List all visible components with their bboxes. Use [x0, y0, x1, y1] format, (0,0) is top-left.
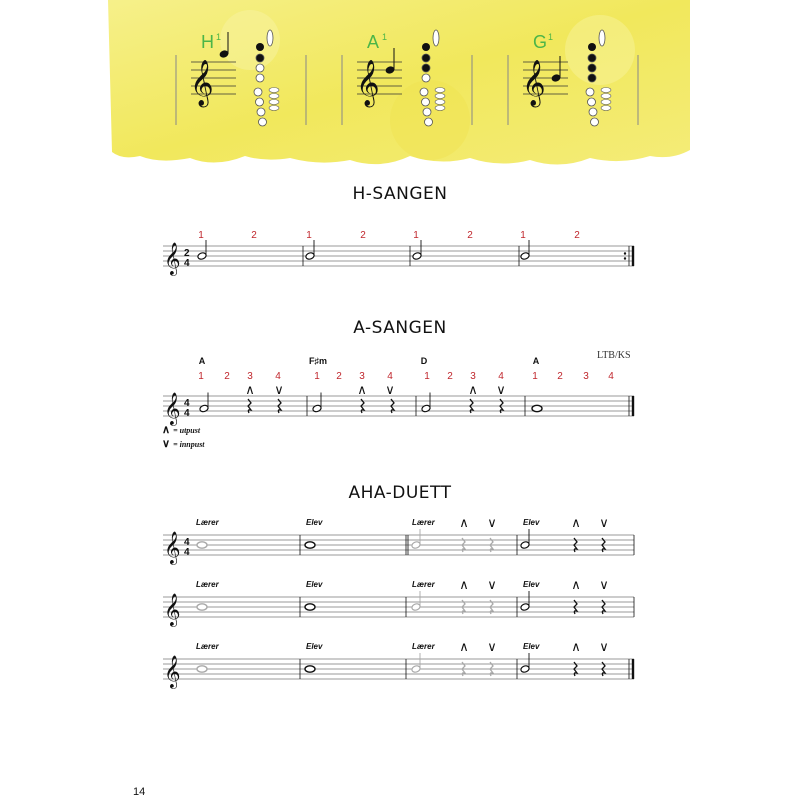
quarter-rest [602, 662, 605, 676]
beat-count: 4 [387, 371, 393, 382]
treble-clef: 𝄞 [356, 61, 380, 105]
finger-hole-icon [588, 98, 596, 106]
quarter-rest [278, 399, 281, 413]
half-note [305, 252, 315, 261]
time-signature-top: 4 [184, 537, 190, 548]
finger-hole-icon [420, 88, 428, 96]
time-signature-top: 4 [184, 398, 190, 409]
exhale-mark: ∧ [468, 382, 478, 397]
beat-count: 2 [336, 371, 342, 382]
half-note [199, 404, 209, 413]
half-note [520, 252, 530, 261]
finger-hole-icon [259, 118, 267, 126]
beat-count: 1 [198, 371, 204, 382]
title-a-sangen: A-SANGEN [353, 318, 447, 338]
quarter-rest [500, 399, 503, 413]
treble-clef: 𝄞 [164, 656, 181, 687]
title-aha-duett: AHA-DUETT [348, 483, 452, 503]
repeat-dot [624, 257, 626, 259]
beat-count: 2 [557, 371, 563, 382]
finger-hole-icon [588, 43, 596, 51]
time-signature-top: 2 [184, 248, 190, 259]
thumb-hole-icon [433, 30, 439, 46]
finger-hole-icon [256, 98, 264, 106]
inhale-mark: ∨ [487, 515, 497, 530]
beat-count: 2 [467, 230, 473, 241]
exhale-mark: ∧ [459, 577, 469, 592]
finger-hole-icon [257, 108, 265, 116]
inhale-mark: ∨ [599, 577, 609, 592]
quarter-rest [490, 662, 493, 676]
double-hole-icon [601, 100, 611, 105]
quarter-rest [602, 600, 605, 614]
finger-hole-icon [422, 64, 430, 72]
beat-count: 3 [470, 371, 476, 382]
staff-a-sangen [163, 356, 634, 426]
beat-count: 1 [424, 371, 430, 382]
beat-count: 2 [574, 230, 580, 241]
quarter-rest [574, 600, 577, 614]
beat-count: 1 [314, 371, 320, 382]
double-hole-icon [269, 100, 279, 105]
beat-count: 3 [247, 371, 253, 382]
whole-note [305, 542, 315, 548]
fingering-note-octave: 1 [382, 32, 388, 42]
utpust-symbol: ∧ [162, 424, 171, 436]
treble-clef: 𝄞 [164, 243, 181, 274]
finger-hole-icon [256, 74, 264, 82]
student-label: Elev [306, 518, 323, 527]
utpust-text: = utpust [173, 426, 201, 435]
inhale-mark: ∨ [487, 577, 497, 592]
chord-symbol: F♯m [309, 356, 327, 366]
quarter-rest [602, 538, 605, 552]
fingering-note-letter: H [201, 32, 214, 52]
finger-hole-icon [423, 108, 431, 116]
quarter-rest [490, 538, 493, 552]
finger-hole-icon [422, 43, 430, 51]
whole-note [305, 666, 315, 672]
student-label: Elev [306, 580, 323, 589]
finger-hole-icon [422, 74, 430, 82]
double-hole-icon [435, 94, 445, 99]
student-label: Elev [523, 580, 540, 589]
time-signature-bottom: 4 [184, 408, 190, 419]
chord-symbol: A [532, 356, 540, 366]
double-hole-icon [269, 106, 279, 111]
finger-hole-icon [256, 64, 264, 72]
whole-note [197, 542, 207, 548]
legend-utpust [162, 423, 200, 436]
beat-count: 2 [251, 230, 257, 241]
double-hole-icon [601, 94, 611, 99]
beat-count: 4 [608, 371, 614, 382]
time-signature-bottom: 4 [184, 547, 190, 558]
finger-hole-icon [254, 88, 262, 96]
double-hole-icon [269, 88, 279, 93]
finger-hole-icon [256, 43, 264, 51]
teacher-label: Lærer [196, 518, 219, 527]
finger-hole-icon [422, 98, 430, 106]
finger-hole-icon [588, 64, 596, 72]
legend-innpust [162, 437, 205, 450]
exhale-mark: ∧ [459, 639, 469, 654]
quarter-rest [462, 662, 465, 676]
beat-count: 1 [520, 230, 526, 241]
beat-count: 1 [198, 230, 204, 241]
innpust-symbol: ∨ [162, 438, 171, 450]
inhale-mark: ∨ [496, 382, 506, 397]
beat-count: 3 [359, 371, 365, 382]
teacher-label: Lærer [412, 580, 435, 589]
whole-note [305, 604, 315, 610]
chord-symbol: A [198, 356, 206, 366]
innpust-text: = innpust [173, 440, 205, 449]
thumb-hole-icon [599, 30, 605, 46]
quarter-rest [361, 399, 364, 413]
quarter-rest [462, 538, 465, 552]
finger-hole-icon [256, 54, 264, 62]
half-note [411, 665, 421, 674]
whole-note [532, 405, 542, 411]
fingering-note-octave: 1 [216, 32, 222, 42]
quarter-rest [574, 662, 577, 676]
beat-count: 2 [447, 371, 453, 382]
double-hole-icon [435, 100, 445, 105]
beat-count: 2 [224, 371, 230, 382]
chord-symbol: D [420, 356, 428, 366]
half-note [312, 404, 322, 413]
exhale-mark: ∧ [571, 577, 581, 592]
exhale-mark: ∧ [571, 515, 581, 530]
beat-count: 4 [498, 371, 504, 382]
credit-text: LTB/KS [597, 350, 631, 361]
half-note [520, 603, 530, 612]
exhale-mark: ∧ [245, 382, 255, 397]
finger-hole-icon [588, 54, 596, 62]
half-note [411, 541, 421, 550]
treble-clef: 𝄞 [164, 532, 181, 563]
student-label: Elev [523, 518, 540, 527]
teacher-label: Lærer [412, 518, 435, 527]
inhale-mark: ∨ [274, 382, 284, 397]
quarter-rest [470, 399, 473, 413]
beat-count: 3 [583, 371, 589, 382]
teacher-label: Lærer [196, 580, 219, 589]
exhale-mark: ∧ [357, 382, 367, 397]
half-note [412, 252, 422, 261]
title-h-sangen: H-SANGEN [352, 184, 448, 204]
teacher-label: Lærer [196, 642, 219, 651]
double-hole-icon [601, 106, 611, 111]
repeat-dot [624, 252, 626, 254]
finger-hole-icon [425, 118, 433, 126]
finger-hole-icon [586, 88, 594, 96]
finger-hole-icon [589, 108, 597, 116]
beat-count: 2 [360, 230, 366, 241]
half-note [411, 603, 421, 612]
treble-clef: 𝄞 [164, 393, 181, 424]
inhale-mark: ∨ [385, 382, 395, 397]
half-note [520, 541, 530, 550]
staff-aha-duett-row-2 [163, 577, 634, 627]
staff-h-sangen [163, 230, 634, 276]
beat-count: 4 [275, 371, 281, 382]
inhale-mark: ∨ [599, 639, 609, 654]
half-note [421, 404, 431, 413]
exhale-mark: ∧ [459, 515, 469, 530]
quarter-rest [462, 600, 465, 614]
inhale-mark: ∨ [599, 515, 609, 530]
treble-clef: 𝄞 [190, 61, 214, 105]
page-number: 14 [133, 786, 146, 798]
double-hole-icon [435, 106, 445, 111]
student-label: Elev [523, 642, 540, 651]
double-hole-icon [601, 88, 611, 93]
fingering-note-letter: G [533, 32, 548, 52]
finger-hole-icon [591, 118, 599, 126]
fingering-banner [0, 0, 800, 180]
beat-count: 1 [413, 230, 419, 241]
whole-note [197, 666, 207, 672]
quarter-rest [248, 399, 251, 413]
fingering-note-octave: 1 [548, 32, 554, 42]
quarter-rest [490, 600, 493, 614]
double-hole-icon [269, 94, 279, 99]
inhale-mark: ∨ [487, 639, 497, 654]
beat-count: 1 [306, 230, 312, 241]
treble-clef: 𝄞 [164, 594, 181, 625]
thumb-hole-icon [267, 30, 273, 46]
beat-count: 1 [532, 371, 538, 382]
exhale-mark: ∧ [571, 639, 581, 654]
finger-hole-icon [588, 74, 596, 82]
quarter-rest [574, 538, 577, 552]
time-signature-bottom: 4 [184, 258, 190, 269]
teacher-label: Lærer [412, 642, 435, 651]
half-note [520, 665, 530, 674]
half-note [197, 252, 207, 261]
double-hole-icon [435, 88, 445, 93]
staff-aha-duett-row-1 [163, 515, 634, 565]
quarter-rest [391, 399, 394, 413]
staff-aha-duett-row-3 [163, 639, 634, 689]
treble-clef: 𝄞 [522, 61, 546, 105]
finger-hole-icon [422, 54, 430, 62]
whole-note [197, 604, 207, 610]
fingering-note-letter: A [367, 32, 380, 52]
student-label: Elev [306, 642, 323, 651]
